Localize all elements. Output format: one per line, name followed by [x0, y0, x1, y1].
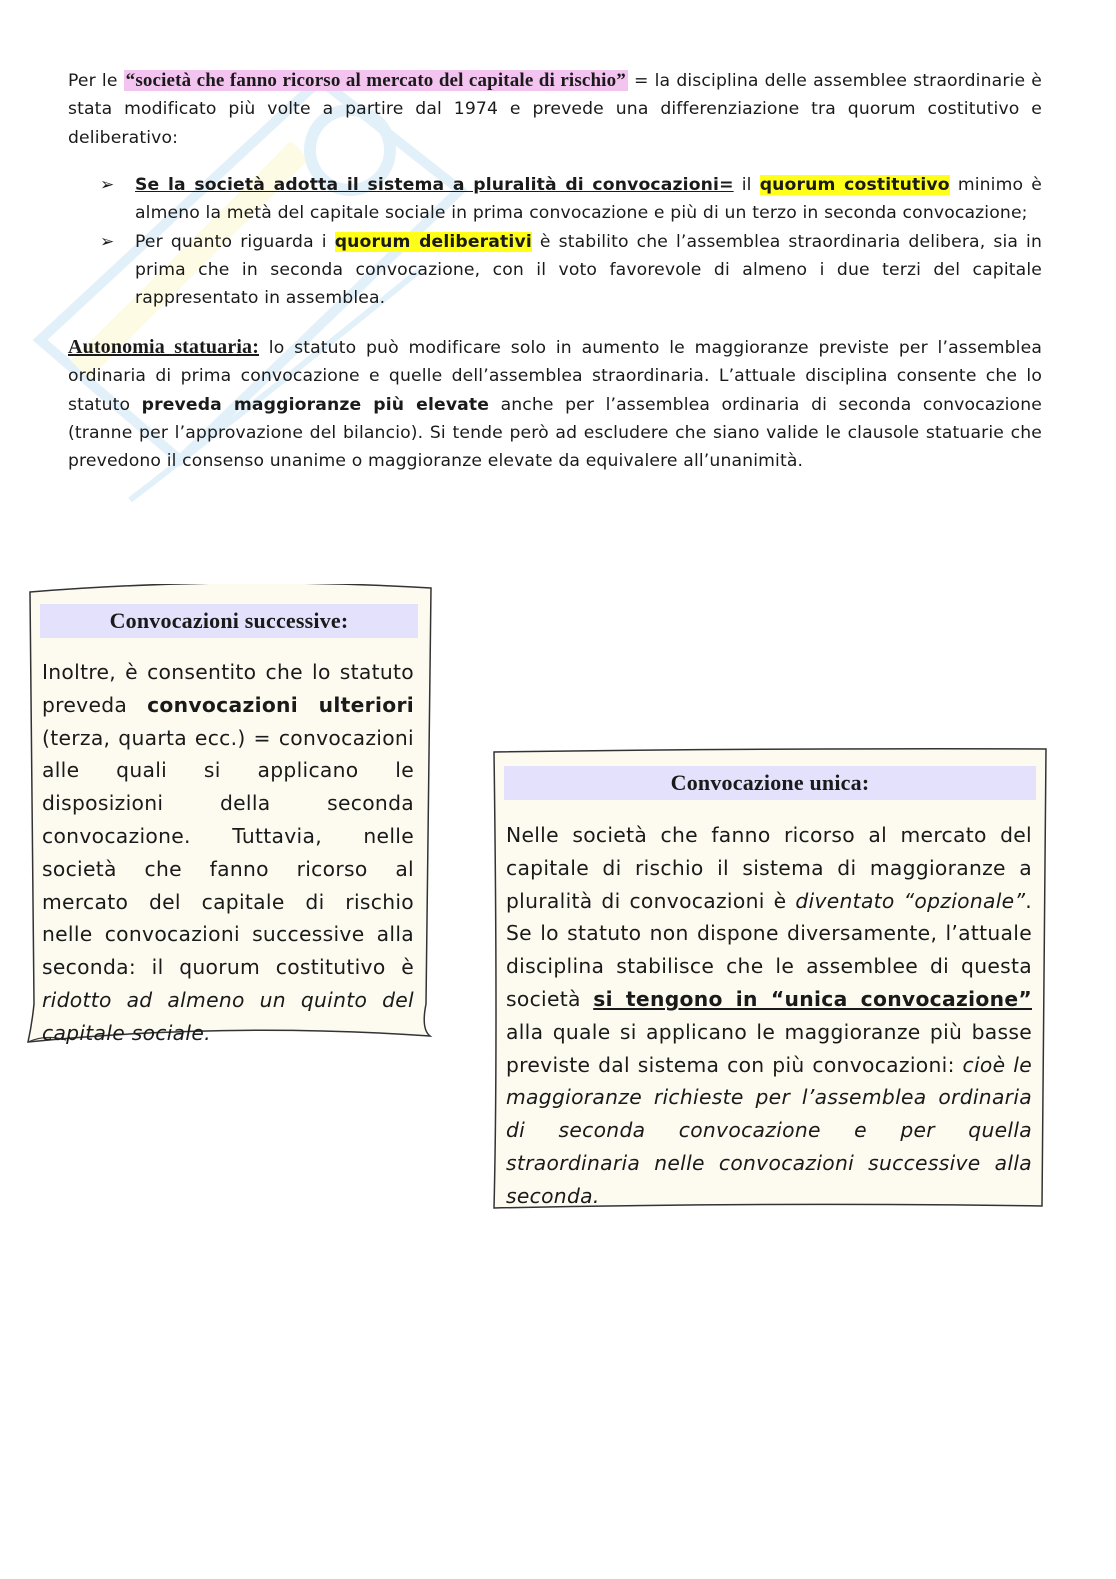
- highlight-quorum-deliberativi: quorum deliberativi: [334, 231, 532, 252]
- autonomia-bold: preveda maggioranze più elevate: [141, 394, 490, 415]
- bullet-mid: il: [741, 175, 752, 195]
- autonomia-label: Autonomia statuaria:: [68, 336, 260, 358]
- box-title: Convocazioni successive:: [40, 604, 418, 638]
- intro-rest: = la disciplina delle assemblee straordinarie è stata modificato più volte a partire dal 1974 e prevede una differenziazione tra quorum costitutivo e deliberativo:: [68, 71, 1042, 148]
- bullet-item: [100, 228, 1042, 313]
- box-bold-underlined-text: si tengono in “unica convocazione”: [593, 986, 1033, 1011]
- intro-paragraph: [68, 67, 1042, 152]
- arrow-bullet-icon: ➢: [100, 231, 115, 252]
- bullet-rest: è stabilito che l’assemblea straordinaria delibera, sia in prima che in seconda convocazione, con il voto favorevole di almeno i due terzi del capitale rappresentato in assemblea.: [135, 231, 1043, 309]
- box-body: [42, 656, 414, 1050]
- highlight-quorum-costitutivo: quorum costitutivo: [759, 175, 950, 195]
- box-convocazioni-successive: [26, 584, 434, 1046]
- bullet-rest: minimo è almeno la metà del capitale sociale in prima convocazione e più di un terzo in seconda convocazione;: [135, 175, 1042, 224]
- box-text: (terza, quarta ecc.) = convocazioni alle quali si applicano le disposizioni della seconda convocazione. Tuttavia, nelle società che fanno ricorso al mercato del capitale di rischio nelle convocazioni successive alla seconda: il quorum costitutivo è: [42, 725, 414, 980]
- box-text: alla quale si applicano le maggioranze più basse previste dal sistema con più convocazioni:: [506, 1019, 1032, 1077]
- bullet-underlined-lead: Se la società adotta il sistema a pluralità di convocazioni=: [135, 175, 734, 195]
- box-text: . Se lo statuto non dispone diversamente, l’attuale disciplina stabilisce che le assemblee di questa società: [506, 888, 1033, 1011]
- autonomia-part1: lo statuto può modificare solo in aumento le maggioranze previste per l’assemblea ordinaria di prima convocazione e quelle dell’assemblea straordinaria. L’attuale disciplina consente che lo statuto: [68, 338, 1042, 415]
- intro-lead: Per le: [68, 71, 118, 91]
- bullet-item: [100, 171, 1042, 228]
- box-italic-text: diventato “opzionale”: [795, 888, 1026, 913]
- box-title: Convocazione unica:: [504, 766, 1036, 800]
- autonomia-paragraph: [68, 333, 1042, 475]
- intro-quoted-subject: “società che fanno ricorso al mercato del capitale di rischio”: [125, 70, 626, 91]
- box-convocazione-unica: [490, 746, 1052, 1214]
- box-italic-text: cioè le maggioranze richieste per l’assemblea ordinaria di seconda convocazione e per quella straordinaria nelle convocazioni successive alla seconda.: [506, 1052, 1032, 1208]
- box-text: Nelle società che fanno ricorso al mercato del capitale di rischio il sistema di maggioranze a pluralità di convocazioni è: [506, 823, 1032, 913]
- arrow-bullet-icon: ➢: [100, 175, 115, 195]
- box-bold-text: convocazioni ulteriori: [147, 692, 414, 717]
- bullet-lead: Per quanto riguarda i: [135, 231, 327, 252]
- autonomia-part2: anche per l’assemblea ordinaria di seconda convocazione (tranne per l’approvazione del bilancio). Si tende però ad escludere che siano valide le clausole statuarie che prevedono il consenso unanime o maggioranze elevate da equivalere all’unanimità.: [68, 394, 1042, 472]
- box-italic-text: ridotto ad almeno un quinto del capitale sociale.: [42, 987, 414, 1045]
- box-text: Inoltre, è consentito che lo statuto preveda: [42, 660, 414, 717]
- bullet-list: [100, 171, 1042, 312]
- box-body: [506, 819, 1032, 1213]
